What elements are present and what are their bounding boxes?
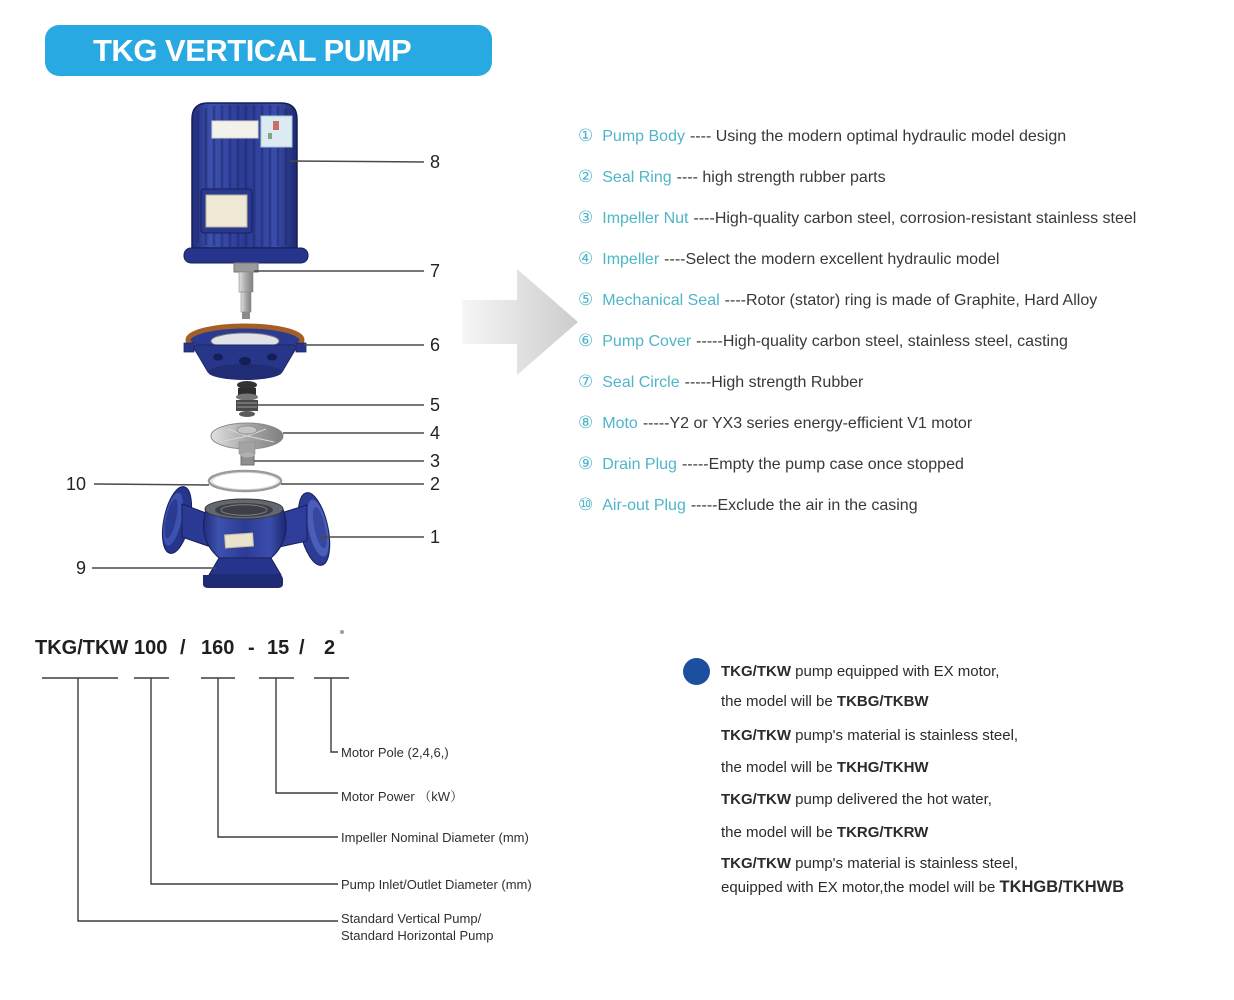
label-standard-vertical: Standard Vertical Pump/ bbox=[341, 911, 482, 926]
impeller-nut-illustration bbox=[241, 453, 254, 466]
part-description: -----High-quality carbon steel, stainless steel, casting bbox=[696, 333, 1068, 350]
part-list-item bbox=[578, 452, 1234, 476]
part-list-item bbox=[578, 206, 1234, 230]
part-description: ----Select the modern excellent hydraulic model bbox=[664, 251, 1000, 268]
part-number-badge: ⑤ bbox=[578, 290, 594, 309]
callout-label-1: 1 bbox=[430, 527, 441, 547]
part-list-item bbox=[578, 493, 1234, 517]
label-motor-pole: Motor Pole (2,4,6,) bbox=[341, 745, 449, 760]
model-code-separator: / bbox=[180, 637, 186, 659]
model-code-dash: - bbox=[248, 637, 255, 659]
note-line: equipped with EX motor,the model will be TKHGB/TKHWB bbox=[721, 878, 1125, 896]
part-description: -----Y2 or YX3 series energy-efficient V1 motor bbox=[642, 415, 973, 432]
part-name: Moto bbox=[602, 415, 638, 432]
part-number-badge: ⑥ bbox=[578, 331, 594, 350]
part-description: ----Rotor (stator) ring is made of Graphite, Hard Alloy bbox=[724, 292, 1098, 309]
parts-list bbox=[578, 124, 1234, 534]
part-name: Mechanical Seal bbox=[602, 292, 720, 309]
model-code-inlet: 100 bbox=[134, 637, 168, 659]
callout-label-5: 5 bbox=[430, 395, 441, 415]
part-name: Drain Plug bbox=[602, 456, 677, 473]
note-line: the model will be TKHG/TKHW bbox=[721, 759, 929, 776]
part-name: Impeller bbox=[602, 251, 660, 268]
pump-body-illustration bbox=[157, 484, 335, 588]
model-code-impeller: 160 bbox=[201, 637, 235, 659]
part-list-item bbox=[578, 288, 1234, 312]
part-name: Seal Ring bbox=[602, 169, 672, 186]
label-inlet-diameter: Pump Inlet/Outlet Diameter (mm) bbox=[341, 877, 532, 892]
part-list-item bbox=[578, 370, 1234, 394]
callout-label-9: 9 bbox=[76, 558, 87, 578]
model-code-series: TKG/TKW bbox=[35, 637, 129, 659]
part-list-item bbox=[578, 329, 1234, 353]
part-name: Pump Body bbox=[602, 128, 685, 145]
motor-nameplate bbox=[206, 195, 247, 227]
note-line: TKG/TKW pump equipped with EX motor, bbox=[721, 663, 1000, 680]
callout-label-2: 2 bbox=[430, 474, 441, 494]
part-name: Impeller Nut bbox=[602, 210, 689, 227]
part-number-badge: ④ bbox=[578, 249, 594, 268]
page-title: TKG VERTICAL PUMP bbox=[93, 32, 412, 68]
motor-illustration bbox=[184, 103, 308, 263]
part-description: -----High strength Rubber bbox=[684, 374, 864, 391]
part-description: ----High-quality carbon steel, corrosion-resistant stainless steel bbox=[693, 210, 1137, 227]
part-number-badge: ① bbox=[578, 126, 594, 145]
callout-label-3: 3 bbox=[430, 451, 441, 471]
label-impeller-diameter: Impeller Nominal Diameter (mm) bbox=[341, 830, 529, 845]
mechanical-seal-illustration bbox=[236, 381, 258, 417]
right-arrow-icon bbox=[455, 255, 585, 385]
callout-label-8: 8 bbox=[430, 152, 441, 172]
part-description: -----Exclude the air in the casing bbox=[690, 497, 918, 514]
pump-exploded-diagram bbox=[30, 85, 480, 600]
part-number-badge: ③ bbox=[578, 208, 594, 227]
note-line: the model will be TKRG/TKRW bbox=[721, 824, 929, 841]
motor-side-label bbox=[261, 116, 292, 147]
title-banner bbox=[45, 25, 492, 76]
part-number-badge: ⑧ bbox=[578, 413, 594, 432]
note-line: TKG/TKW pump's material is stainless steel, bbox=[721, 855, 1019, 872]
part-name: Air-out Plug bbox=[602, 497, 686, 514]
pump-cover-illustration bbox=[184, 326, 306, 380]
model-code-pole: 2 bbox=[324, 637, 336, 659]
note-line: TKG/TKW pump delivered the hot water, bbox=[721, 791, 992, 808]
model-code-separator: / bbox=[299, 637, 305, 659]
scan-artifact-dot bbox=[340, 630, 344, 634]
part-description: -----Empty the pump case once stopped bbox=[681, 456, 964, 473]
note-line: TKG/TKW pump's material is stainless steel, bbox=[721, 727, 1019, 744]
label-motor-power: Motor Power （kW） bbox=[341, 789, 464, 804]
callout-label-10: 10 bbox=[66, 474, 87, 494]
part-description: ---- high strength rubber parts bbox=[676, 169, 886, 186]
pump-body-label bbox=[225, 533, 254, 548]
model-code-power: 15 bbox=[267, 637, 290, 659]
model-code-tree bbox=[30, 668, 610, 958]
part-name: Seal Circle bbox=[602, 374, 680, 391]
part-number-badge: ⑨ bbox=[578, 454, 594, 473]
part-name: Pump Cover bbox=[602, 333, 692, 350]
part-number-badge: ② bbox=[578, 167, 594, 186]
part-number-badge: ⑩ bbox=[578, 495, 594, 514]
part-list-item bbox=[578, 124, 1234, 148]
callout-label-4: 4 bbox=[430, 423, 441, 443]
part-list-item bbox=[578, 411, 1234, 435]
callout-label-6: 6 bbox=[430, 335, 441, 355]
part-description: ---- Using the modern optimal hydraulic model design bbox=[689, 128, 1067, 145]
bullet-icon bbox=[683, 658, 710, 685]
part-list-item bbox=[578, 165, 1234, 189]
part-list-item bbox=[578, 247, 1234, 271]
callout-label-7: 7 bbox=[430, 261, 441, 281]
label-standard-horizontal: Standard Horizontal Pump bbox=[341, 928, 494, 943]
note-line: the model will be TKBG/TKBW bbox=[721, 693, 929, 710]
motor-top-label bbox=[212, 121, 258, 138]
impeller-illustration bbox=[211, 423, 283, 454]
seal-ring-illustration bbox=[209, 471, 281, 491]
part-number-badge: ⑦ bbox=[578, 372, 594, 391]
notes-section bbox=[721, 662, 1191, 897]
